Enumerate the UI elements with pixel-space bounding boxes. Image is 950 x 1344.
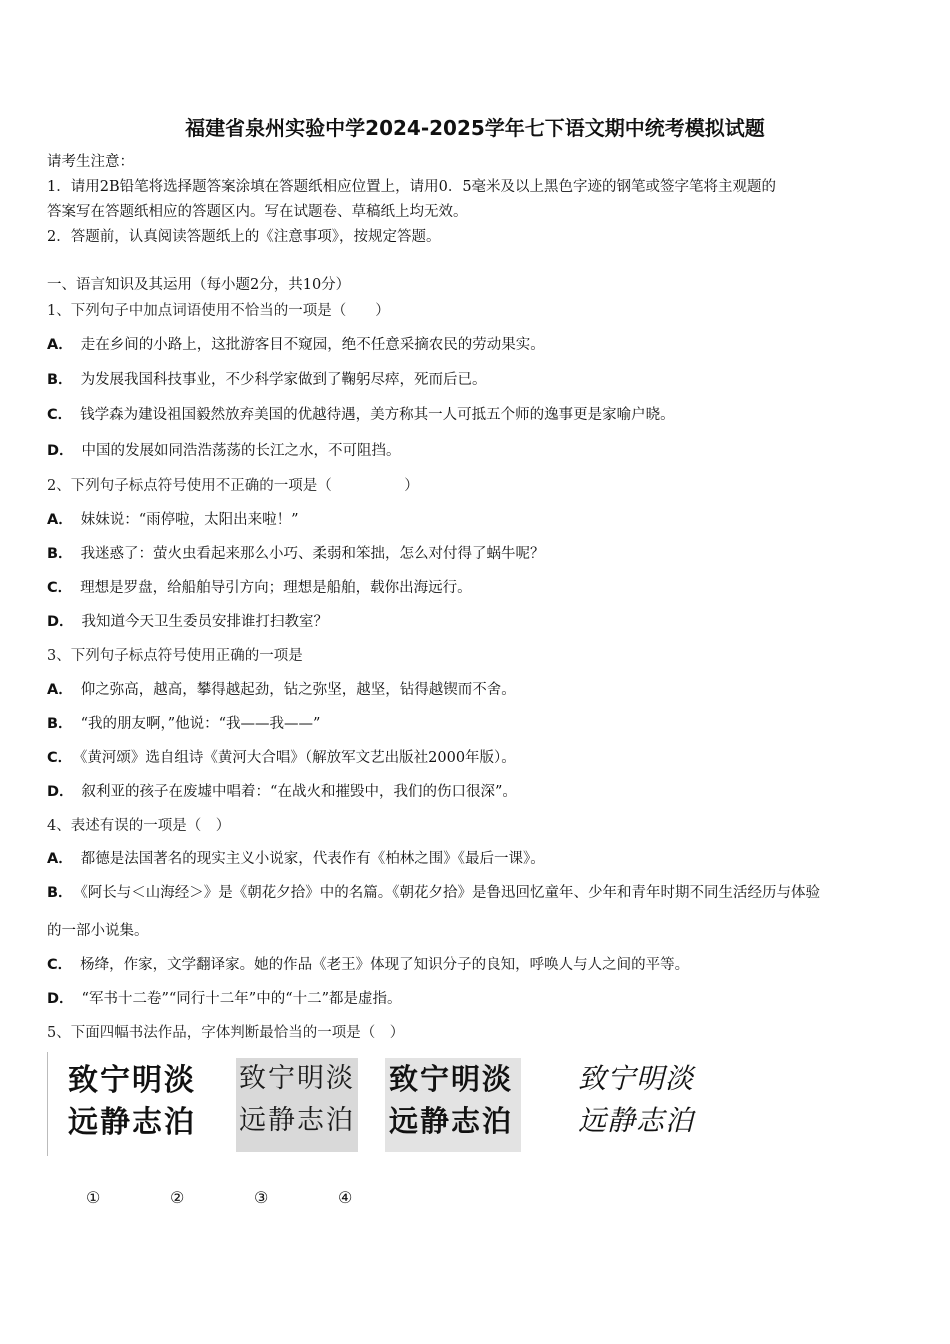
option-label: B．: [47, 546, 73, 562]
option-text: 我迷惑了：萤火虫看起来那么小巧、柔弱和笨拙，怎么对付得了蜗牛呢？: [80, 546, 545, 562]
calligraphy-work-4: [578, 1058, 708, 1148]
work-number-3: ③: [254, 1188, 269, 1207]
q1-option-b: [47, 371, 487, 389]
work-3-bottom-row: 远静志泊: [389, 1104, 514, 1138]
notice-item-1-cont: 答案写在答题纸相应的答题区内。写在试题卷、草稿纸上均无效。: [47, 204, 468, 220]
option-label: C．: [47, 407, 73, 423]
option-label: D．: [47, 443, 74, 459]
q2-option-c: [47, 579, 472, 597]
option-text: 杨绛，作家，文学翻译家。她的作品《老王》体现了知识分子的良知，呼唤人与人之间的平等。: [80, 957, 690, 973]
option-text: “我的朋友啊，”他说：“我——我——”: [80, 716, 321, 732]
question-5-stem: 5、下面四幅书法作品，字体判断最恰当的一项是（ ）: [47, 1025, 405, 1041]
work-4-bottom-row: 远静志泊: [578, 1104, 695, 1137]
q4-option-b-cont: 的一部小说集。: [47, 923, 149, 939]
work-2-bottom-row: 远静志泊: [239, 1105, 355, 1136]
calligraphy-work-1: [68, 1060, 206, 1148]
option-text: 《黄河颂》选自组诗《黄河大合唱》（解放军文艺出版社2000年版）。: [80, 750, 516, 766]
option-label: D．: [47, 784, 74, 800]
option-text: 仰之弥高，越高，攀得越起劲，钻之弥坚，越坚，钻得越锲而不舍。: [80, 682, 516, 698]
option-text: 中国的发展如同浩浩荡荡的长江之水，不可阻挡。: [81, 443, 401, 459]
q2-option-b: [47, 545, 545, 563]
question-2-stem: 2、下列句子标点符号使用不正确的一项是（ ）: [47, 478, 419, 494]
q3-option-b: [47, 715, 320, 733]
exam-title: 福建省泉州实验中学2024-2025学年七下语文期中统考模拟试题: [185, 116, 765, 140]
option-label: C．: [47, 750, 73, 766]
q3-option-d: [47, 783, 517, 801]
work-2-top-row: 致宁明淡: [239, 1063, 355, 1094]
calligraphy-work-3: [385, 1058, 521, 1152]
option-text: 妹妹说：“雨停啦，太阳出来啦！”: [80, 512, 299, 528]
q2-option-a: [47, 511, 299, 529]
option-text: 为发展我国科技事业，不少科学家做到了鞠躬尽瘁，死而后已。: [80, 372, 487, 388]
work-4-top-row: 致宁明淡: [578, 1062, 695, 1095]
question-3-stem: 3、下列句子标点符号使用正确的一项是: [47, 648, 303, 664]
option-label: B．: [47, 716, 73, 732]
option-label: C．: [47, 580, 73, 596]
section-heading: 一、语言知识及其运用（每小题2分，共10分）: [47, 277, 351, 293]
option-text: 走在乡间的小路上，这批游客目不窥园，绝不任意采摘农民的劳动果实。: [80, 337, 545, 353]
q1-option-a: [47, 336, 545, 354]
option-text: “军书十二卷”“同行十二年”中的“十二”都是虚指。: [81, 991, 402, 1007]
work-3-top-row: 致宁明淡: [389, 1062, 514, 1096]
option-label: A．: [47, 337, 73, 353]
option-label: D．: [47, 614, 74, 630]
option-text: 都德是法国著名的现实主义小说家，代表作有《柏林之围》《最后一课》。: [80, 851, 545, 867]
notice-heading: 请考生注意：: [47, 154, 134, 170]
option-label: D．: [47, 991, 74, 1007]
option-label: A．: [47, 682, 73, 698]
q3-option-a: [47, 681, 516, 699]
work-1-top-row: 致宁明淡: [68, 1063, 196, 1098]
q3-option-c: [47, 749, 516, 767]
option-label: B．: [47, 372, 73, 388]
option-text: 《阿长与＜山海经＞》是《朝花夕拾》中的名篇。《朝花夕拾》是鲁迅回忆童年、少年和青年时期不同生活经历与体验: [80, 885, 821, 901]
notice-item-2: 2．答题前，认真阅读答题纸上的《注意事项》，按规定答题。: [47, 229, 441, 245]
option-text: 钱学森为建设祖国毅然放弃美国的优越待遇，美方称其一人可抵五个师的逸事更是家喻户晓。: [80, 407, 675, 423]
option-label: A．: [47, 512, 73, 528]
option-label: B．: [47, 885, 73, 901]
q2-option-d: [47, 613, 328, 631]
work-1-bottom-row: 远静志泊: [68, 1105, 196, 1140]
q1-option-c: [47, 406, 675, 424]
option-label: C．: [47, 957, 73, 973]
option-text: 我知道今天卫生委员安排谁打扫教室？: [81, 614, 329, 630]
image-left-border: [47, 1052, 48, 1156]
option-label: A．: [47, 851, 73, 867]
option-text: 叙利亚的孩子在废墟中唱着：“在战火和摧毁中，我们的伤口很深”。: [81, 784, 517, 800]
notice-item-1: 1．请用2B铅笔将选择题答案涂填在答题纸相应位置上，请用0．5毫米及以上黑色字迹的钢笔或签字笔将主观题的: [47, 179, 777, 195]
question-1-stem: 1、下列句子中加点词语使用不恰当的一项是（ ）: [47, 303, 390, 319]
question-4-stem: 4、表述有误的一项是（ ）: [47, 818, 231, 834]
calligraphy-work-2: [236, 1058, 358, 1152]
q4-option-d: [47, 990, 402, 1008]
q1-option-d: [47, 442, 401, 460]
work-number-2: ②: [170, 1188, 185, 1207]
work-number-1: ①: [86, 1188, 101, 1207]
q4-option-b: [47, 884, 820, 902]
work-number-4: ④: [338, 1188, 353, 1207]
q4-option-a: [47, 850, 545, 868]
option-text: 理想是罗盘，给船舶导引方向；理想是船舶，载你出海远行。: [80, 580, 472, 596]
q4-option-c: [47, 956, 689, 974]
